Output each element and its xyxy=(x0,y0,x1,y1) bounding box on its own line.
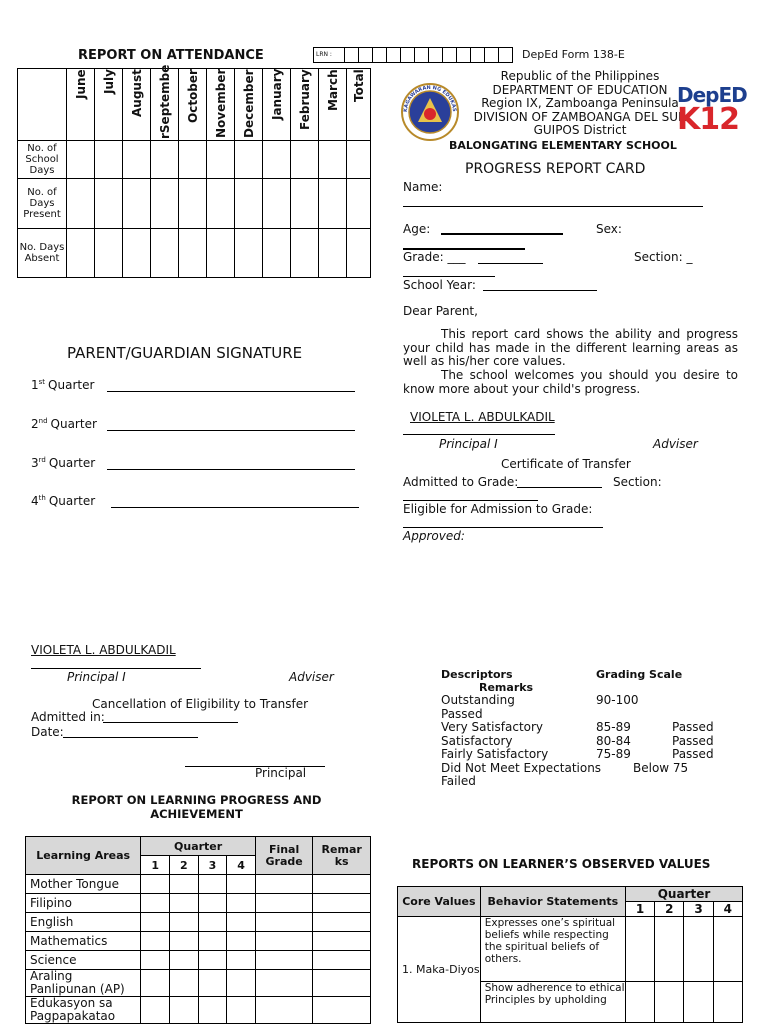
agency-header xyxy=(465,70,695,138)
grade-cell[interactable] xyxy=(141,913,170,932)
signature-line[interactable] xyxy=(111,507,359,508)
grading-descriptor: Did Not Meet Expectations xyxy=(441,760,602,775)
card-title: PROGRESS REPORT CARD xyxy=(465,161,646,177)
attendance-cell[interactable] xyxy=(151,179,179,229)
lrn-box[interactable] xyxy=(470,48,484,62)
value-grade-cell[interactable] xyxy=(684,982,713,1023)
attendance-row-label: No. of Days Present xyxy=(18,179,67,229)
lrn-box[interactable] xyxy=(400,48,414,62)
grade-cell[interactable] xyxy=(255,932,313,951)
core-value-maka-diyos: 1. Maka-Diyos xyxy=(398,917,481,1023)
grade-cell[interactable] xyxy=(313,875,371,894)
attendance-cell[interactable] xyxy=(319,229,347,278)
grade-cell[interactable] xyxy=(170,970,199,997)
grade-cell[interactable] xyxy=(255,913,313,932)
month-label: November xyxy=(213,69,228,139)
attendance-cell[interactable] xyxy=(319,141,347,179)
attendance-cell[interactable] xyxy=(207,179,235,229)
school-year-line[interactable] xyxy=(483,290,597,291)
attendance-cell[interactable] xyxy=(123,229,151,278)
school-name: BALONGATING ELEMENTARY SCHOOL xyxy=(449,139,677,152)
grading-scale-header: Grading Scale xyxy=(596,668,683,681)
attendance-cell[interactable] xyxy=(95,141,123,179)
attendance-row-label: No. Days Absent xyxy=(18,229,67,278)
lrn-box[interactable] xyxy=(358,48,372,62)
attendance-cell[interactable] xyxy=(151,141,179,179)
month-label: August xyxy=(129,69,144,117)
value-grade-cell[interactable] xyxy=(713,982,742,1023)
cancel-principal-line xyxy=(31,668,201,669)
name-label: Name: xyxy=(403,180,443,194)
grade-cell[interactable] xyxy=(141,875,170,894)
attendance-cell[interactable] xyxy=(95,229,123,278)
lrn-box[interactable] xyxy=(442,48,456,62)
grading-descriptors-header: Descriptors xyxy=(441,668,513,681)
grading-descriptor: Very Satisfactory xyxy=(441,720,544,734)
section2-line[interactable] xyxy=(403,500,538,501)
admitted-line[interactable] xyxy=(517,487,602,488)
principal-title: Principal I xyxy=(439,437,498,451)
sex-label: Sex: xyxy=(596,222,622,236)
lrn-box[interactable] xyxy=(456,48,470,62)
grade-cell[interactable] xyxy=(313,913,371,932)
attendance-cell[interactable] xyxy=(67,141,95,179)
section-line[interactable] xyxy=(403,276,495,277)
month-label: rSeptembe xyxy=(157,64,172,139)
month-header xyxy=(263,69,291,141)
learning-area-name: Filipino xyxy=(26,894,141,913)
grade-cell[interactable] xyxy=(141,997,170,1024)
signature-line[interactable] xyxy=(107,430,355,431)
grading-scale: 85-89 xyxy=(596,720,631,734)
value-grade-cell[interactable] xyxy=(713,917,742,982)
deped-seal xyxy=(400,82,460,142)
cancel-admitted-line[interactable] xyxy=(103,722,238,723)
grade-cell[interactable] xyxy=(255,894,313,913)
behavior-statement: Expresses one’s spiritual beliefs while respecting the spiritual beliefs of others. xyxy=(480,917,625,982)
attendance-cell[interactable] xyxy=(123,141,151,179)
grade-cell[interactable] xyxy=(255,970,313,997)
cancel-principal-name: VIOLETA L. ABDULKADIL xyxy=(31,643,176,657)
grade-cell[interactable] xyxy=(227,970,256,997)
lrn-box[interactable] xyxy=(344,48,358,62)
seal-text: KAGAWARAN NG EDUKAS xyxy=(402,84,458,113)
grade-cell[interactable] xyxy=(313,970,371,997)
quarter-number: 1 xyxy=(141,856,170,875)
learning-area-name: Edukasyon sa Pagpapakatao xyxy=(26,997,141,1024)
month-label: January xyxy=(269,69,284,121)
name-line[interactable] xyxy=(403,206,703,207)
card-paragraph-2: The school welcomes you should you desire to know more about your child's progress. xyxy=(403,368,738,396)
cancel-title: Cancellation of Eligibility to Transfer xyxy=(92,697,309,711)
grade-cell[interactable] xyxy=(198,932,227,951)
grade-cell[interactable] xyxy=(313,997,371,1024)
quarter-number: 4 xyxy=(227,856,256,875)
certificate-title: Certificate of Transfer xyxy=(501,457,631,471)
grading-scale: 80-84 xyxy=(596,733,631,748)
grade-cell[interactable] xyxy=(255,997,313,1024)
section2-label: Section: xyxy=(613,475,662,489)
form-code: DepEd Form 138-E xyxy=(522,48,625,61)
month-header xyxy=(95,69,123,141)
learning-area-name: Araling Panlipunan (AP) xyxy=(26,970,141,997)
signature-line[interactable] xyxy=(107,469,355,470)
month-header xyxy=(207,69,235,141)
signature-quarter-label: 3rd Quarter xyxy=(31,456,96,470)
value-grade-cell[interactable] xyxy=(625,982,654,1023)
signature-quarter-label: 2nd Quarter xyxy=(31,417,97,431)
learning-title: REPORT ON LEARNING PROGRESS AND ACHIEVEMENT xyxy=(71,793,322,821)
values-quarter-number: 1 xyxy=(625,902,654,917)
learning-areas-header: Learning Areas xyxy=(26,837,141,875)
month-header xyxy=(319,69,347,141)
header-line: Region IX, Zamboanga Peninsula xyxy=(481,96,679,110)
signature-title: PARENT/GUARDIAN SIGNATURE xyxy=(67,344,303,362)
attendance-cell[interactable] xyxy=(291,141,319,179)
values-quarter-number: 2 xyxy=(655,902,684,917)
grade-cell[interactable] xyxy=(227,875,256,894)
grade-cell[interactable] xyxy=(313,951,371,970)
attendance-cell[interactable] xyxy=(263,229,291,278)
approved-label: Approved: xyxy=(403,529,465,543)
attendance-table xyxy=(17,64,371,278)
learning-area-name: Science xyxy=(26,951,141,970)
attendance-cell[interactable] xyxy=(347,229,371,278)
eligible-line[interactable] xyxy=(403,527,603,528)
header-line: GUIPOS District xyxy=(533,123,627,137)
attendance-cell[interactable] xyxy=(67,179,95,229)
grade-cell[interactable] xyxy=(198,951,227,970)
grade-cell[interactable] xyxy=(141,932,170,951)
header-line: DIVISION OF ZAMBOANGA DEL SUR xyxy=(473,109,687,124)
attendance-title: REPORT ON ATTENDANCE xyxy=(78,48,264,63)
quarter-number: 2 xyxy=(170,856,199,875)
learning-areas-table xyxy=(25,836,371,1024)
month-label: December xyxy=(241,69,256,138)
month-label: June xyxy=(73,69,88,99)
grade-cell[interactable] xyxy=(255,875,313,894)
dear-parent: Dear Parent, xyxy=(403,304,478,318)
cancel-admitted-label: Admitted in: xyxy=(31,710,105,724)
month-header xyxy=(123,69,151,141)
lrn-field[interactable] xyxy=(313,47,513,63)
final-grade-header: Final Grade xyxy=(255,837,313,875)
month-header xyxy=(179,69,207,141)
signature-quarter-label: 4th Quarter xyxy=(31,494,96,508)
grade-cell[interactable] xyxy=(198,997,227,1024)
attendance-cell[interactable] xyxy=(347,179,371,229)
grade-cell[interactable] xyxy=(255,951,313,970)
quarter-number: 3 xyxy=(198,856,227,875)
lrn-box[interactable] xyxy=(428,48,442,62)
attendance-cell[interactable] xyxy=(95,179,123,229)
month-label: July xyxy=(101,69,116,94)
attendance-cell[interactable] xyxy=(207,229,235,278)
attendance-cell[interactable] xyxy=(67,229,95,278)
attendance-cell[interactable] xyxy=(123,179,151,229)
grade-cell[interactable] xyxy=(170,894,199,913)
values-quarter-number: 4 xyxy=(713,902,742,917)
month-label: March xyxy=(325,69,340,111)
grade-label: Grade: ___ xyxy=(403,250,466,264)
section-label: Section: _ xyxy=(634,250,693,264)
grade-cell[interactable] xyxy=(170,997,199,1024)
attendance-cell[interactable] xyxy=(179,229,207,278)
principal-line xyxy=(403,434,555,435)
cancel-date-label: Date: xyxy=(31,725,64,739)
attendance-cell[interactable] xyxy=(235,229,263,278)
month-label: October xyxy=(185,69,200,123)
grading-scale: Below 75 xyxy=(633,760,689,775)
grading-descriptor: Outstanding xyxy=(441,693,515,707)
lrn-label: LRN : xyxy=(316,51,332,58)
attendance-cell[interactable] xyxy=(151,229,179,278)
quarter-header: Quarter xyxy=(141,837,255,856)
principal-name: VIOLETA L. ABDULKADIL xyxy=(410,410,555,424)
attendance-cell[interactable] xyxy=(291,179,319,229)
grade-cell[interactable] xyxy=(227,932,256,951)
values-title: REPORTS ON LEARNER’S OBSERVED VALUES xyxy=(412,857,711,871)
grade-cell[interactable] xyxy=(198,913,227,932)
grade-cell[interactable] xyxy=(227,997,256,1024)
grade-cell[interactable] xyxy=(170,932,199,951)
month-label: February xyxy=(297,69,312,130)
lrn-box[interactable] xyxy=(386,48,400,62)
grading-remarks-header: Remarks xyxy=(479,681,534,694)
attendance-cell[interactable] xyxy=(347,141,371,179)
learning-area-name: Mother Tongue xyxy=(26,875,141,894)
values-quarter-header: Quarter xyxy=(625,887,742,902)
deped-k12-logo xyxy=(677,83,747,142)
grading-scale: 90-100 xyxy=(596,693,639,707)
grade-cell[interactable] xyxy=(198,970,227,997)
header-line: Republic of the Philippines xyxy=(500,69,660,83)
month-header xyxy=(347,69,371,141)
attendance-cell[interactable] xyxy=(263,179,291,229)
age-line[interactable] xyxy=(441,233,563,235)
grade-cell[interactable] xyxy=(227,951,256,970)
lrn-box[interactable] xyxy=(484,48,498,62)
attendance-cell[interactable] xyxy=(263,141,291,179)
grade-cell[interactable] xyxy=(141,951,170,970)
grade-cell[interactable] xyxy=(198,875,227,894)
attendance-cell[interactable] xyxy=(291,229,319,278)
behavior-statement: Show adherence to ethical Principles by upholding xyxy=(480,982,625,1023)
learning-area-name: Mathematics xyxy=(26,932,141,951)
adviser-title: Adviser xyxy=(653,437,698,451)
header-line: DEPARTMENT OF EDUCATION xyxy=(492,82,668,97)
values-table xyxy=(397,886,743,1023)
grade-cell[interactable] xyxy=(227,913,256,932)
k12-logo-text: K12 xyxy=(677,102,739,137)
grade-cell[interactable] xyxy=(141,970,170,997)
age-label: Age: xyxy=(403,222,431,236)
value-grade-cell[interactable] xyxy=(655,917,684,982)
grading-scale: 75-89 xyxy=(596,747,631,761)
grading-descriptor: Satisfactory xyxy=(441,733,513,748)
behavior-statements-header: Behavior Statements xyxy=(480,887,625,917)
grade-cell[interactable] xyxy=(227,894,256,913)
core-values-header: Core Values xyxy=(398,887,481,917)
value-grade-cell[interactable] xyxy=(684,917,713,982)
card-paragraph-1: This report card shows the ability and progress your child has made in the different learning areas as well as his/her core values. xyxy=(403,327,738,368)
value-grade-cell[interactable] xyxy=(655,982,684,1023)
learning-area-name: English xyxy=(26,913,141,932)
attendance-cell[interactable] xyxy=(179,179,207,229)
values-quarter-number: 3 xyxy=(684,902,713,917)
grading-descriptor: Fairly Satisfactory xyxy=(441,747,549,761)
grade-cell[interactable] xyxy=(313,932,371,951)
lrn-box[interactable] xyxy=(414,48,428,62)
lrn-box[interactable] xyxy=(372,48,386,62)
signature-line[interactable] xyxy=(107,391,355,392)
month-header xyxy=(151,64,179,141)
grade-cell[interactable] xyxy=(141,894,170,913)
month-header xyxy=(67,69,95,141)
grade-cell[interactable] xyxy=(170,913,199,932)
grade-cell[interactable] xyxy=(170,875,199,894)
cancel-principal-title: Principal I xyxy=(67,670,126,684)
grade-cell[interactable] xyxy=(198,894,227,913)
cancel-date-line[interactable] xyxy=(63,737,198,738)
attendance-cell[interactable] xyxy=(235,179,263,229)
month-label: Total xyxy=(351,69,366,102)
grading-descriptor: Failed xyxy=(441,774,476,788)
grading-remark: Passed xyxy=(672,747,714,761)
attendance-cell[interactable] xyxy=(207,141,235,179)
grade-cell[interactable] xyxy=(170,951,199,970)
grading-descriptor: Passed xyxy=(441,706,483,721)
school-year-label: School Year: xyxy=(403,278,476,292)
grade-line[interactable] xyxy=(478,263,543,264)
grading-remark: Passed xyxy=(672,720,714,734)
deped-logo-text: DepED xyxy=(677,83,747,107)
attendance-cell[interactable] xyxy=(235,141,263,179)
signature-quarter-label: 1st Quarter xyxy=(31,378,95,392)
month-header xyxy=(291,69,319,141)
attendance-row-label: No. of School Days xyxy=(18,141,67,179)
grading-remark: Passed xyxy=(672,733,714,748)
attendance-cell[interactable] xyxy=(319,179,347,229)
value-grade-cell[interactable] xyxy=(625,917,654,982)
grade-cell[interactable] xyxy=(313,894,371,913)
remarks-header: Remar ks xyxy=(313,837,371,875)
month-header xyxy=(235,69,263,141)
eligible-label: Eligible for Admission to Grade: xyxy=(403,502,593,516)
lrn-box[interactable] xyxy=(498,48,512,62)
attendance-cell[interactable] xyxy=(179,141,207,179)
cancel-principal-label: Principal xyxy=(255,766,307,780)
cancel-adviser-title: Adviser xyxy=(289,670,334,684)
admitted-label: Admitted to Grade: xyxy=(403,475,519,489)
